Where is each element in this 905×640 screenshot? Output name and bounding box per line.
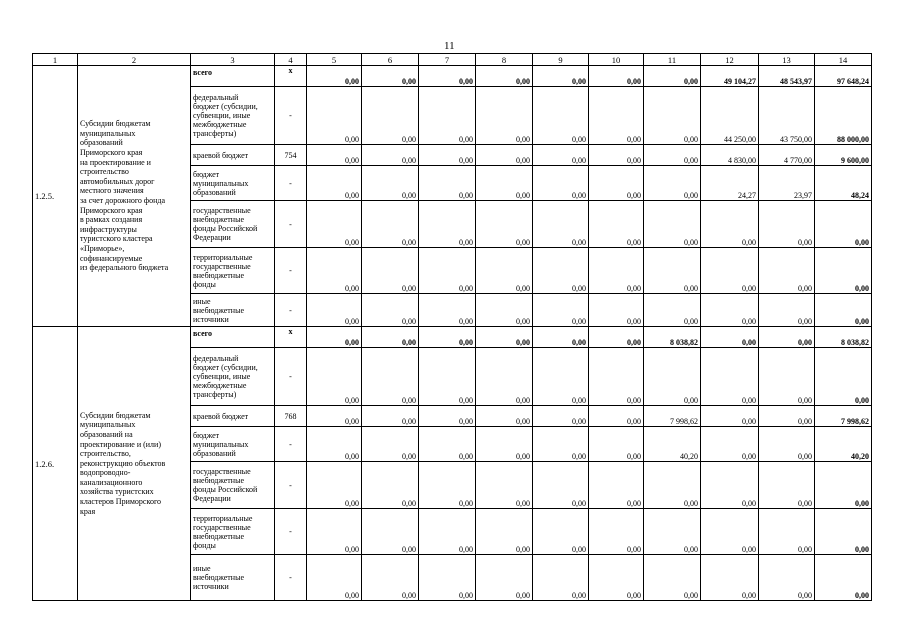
value-cell: 0,00 <box>476 462 533 509</box>
funding-source-line: фонды <box>193 279 216 289</box>
description-line: из федерального бюджета <box>80 263 169 273</box>
value-cell: 0,00 <box>533 427 589 462</box>
budget-code: - <box>275 509 307 555</box>
description-line: строительство, <box>80 449 131 459</box>
value-cell: 0,00 <box>759 509 815 555</box>
value-cell: 0,00 <box>533 294 589 327</box>
value-cell: 0,00 <box>476 427 533 462</box>
value-cell: 0,00 <box>644 166 701 201</box>
value-cell: 0,00 <box>362 406 419 427</box>
description-line: строительство <box>80 167 129 177</box>
funding-source <box>191 145 275 166</box>
description-line: в рамках создания <box>80 215 143 225</box>
value-cell: 0,00 <box>533 66 589 87</box>
description-line: Приморского края <box>80 148 143 158</box>
value-cell: 0,00 <box>759 248 815 294</box>
funding-source-line: федеральный <box>193 93 239 102</box>
col-header: 13 <box>759 54 815 66</box>
value-cell: 0,00 <box>307 248 362 294</box>
value-cell: 0,00 <box>589 145 644 166</box>
description-line: местного значения <box>80 186 144 196</box>
value-cell: 49 104,27 <box>701 66 759 87</box>
value-cell: 0,00 <box>362 166 419 201</box>
funding-source-line: трансферты) <box>193 129 237 138</box>
funding-source-line: образований <box>193 448 236 458</box>
value-cell: 0,00 <box>759 327 815 348</box>
value-cell: 0,00 <box>589 201 644 248</box>
value-cell: 0,00 <box>419 555 476 601</box>
value-cell: 0,00 <box>644 248 701 294</box>
row-description <box>78 66 191 327</box>
funding-source-line: Федерации <box>193 233 231 242</box>
value-cell: 0,00 <box>307 145 362 166</box>
row-index: 1.2.5. <box>33 66 78 327</box>
value-cell: 0,00 <box>759 294 815 327</box>
value-cell: 0,00 <box>362 248 419 294</box>
value-cell: 0,00 <box>589 294 644 327</box>
funding-source-line: территориальные <box>193 513 253 523</box>
value-cell: 48,24 <box>815 166 872 201</box>
funding-source-line: бюджет <box>193 169 220 179</box>
budget-code: - <box>275 201 307 248</box>
value-cell: 0,00 <box>589 555 644 601</box>
funding-source-line: межбюджетные <box>193 120 247 129</box>
description-line: туристского кластера <box>80 234 153 244</box>
value-cell: 0,00 <box>476 555 533 601</box>
value-cell: 0,00 <box>419 87 476 145</box>
funding-source-line: государственные <box>193 206 251 215</box>
value-cell: 0,00 <box>419 166 476 201</box>
value-cell: 4 770,00 <box>759 145 815 166</box>
funding-source-line: внебюджетные <box>193 476 244 485</box>
funding-source <box>191 462 275 509</box>
value-cell: 0,00 <box>362 509 419 555</box>
value-cell: 0,00 <box>476 406 533 427</box>
description-line: муниципальных <box>80 420 136 430</box>
funding-source-line: внебюджетные <box>193 270 244 280</box>
funding-source <box>191 66 275 87</box>
value-cell: 0,00 <box>759 348 815 406</box>
value-cell: 0,00 <box>533 406 589 427</box>
description-line: Субсидии бюджетам <box>80 119 151 129</box>
col-header: 6 <box>362 54 419 66</box>
value-cell: 0,00 <box>476 348 533 406</box>
funding-source-line: бюджет (субсидии, <box>193 102 258 111</box>
value-cell: 0,00 <box>419 248 476 294</box>
value-cell: 0,00 <box>644 66 701 87</box>
value-cell: 0,00 <box>307 462 362 509</box>
funding-source <box>191 166 275 201</box>
col-header: 5 <box>307 54 362 66</box>
funding-source <box>191 201 275 248</box>
funding-source-line: иные <box>193 296 211 306</box>
value-cell: 88 000,00 <box>815 87 872 145</box>
value-cell: 0,00 <box>533 555 589 601</box>
value-cell: 0,00 <box>701 509 759 555</box>
description-line: «Приморье», <box>80 243 125 253</box>
value-cell: 0,00 <box>644 348 701 406</box>
value-cell: 0,00 <box>533 348 589 406</box>
value-cell: 0,00 <box>362 348 419 406</box>
funding-source-line: бюджет <box>193 430 220 440</box>
value-cell: 0,00 <box>589 166 644 201</box>
value-cell: 0,00 <box>701 327 759 348</box>
value-cell: 0,00 <box>644 555 701 601</box>
value-cell: 0,00 <box>476 201 533 248</box>
value-cell: 0,00 <box>815 509 872 555</box>
value-cell: 0,00 <box>644 145 701 166</box>
funding-source-line: краевой бюджет <box>193 150 249 160</box>
value-cell: 0,00 <box>533 248 589 294</box>
budget-code: - <box>275 166 307 201</box>
funding-source <box>191 427 275 462</box>
value-cell: 0,00 <box>307 348 362 406</box>
funding-source-line: внебюджетные <box>193 531 244 541</box>
value-cell: 0,00 <box>419 427 476 462</box>
col-header: 8 <box>476 54 533 66</box>
value-cell: 0,00 <box>307 555 362 601</box>
description-line: хозяйства туристских <box>80 487 154 497</box>
value-cell: 0,00 <box>362 327 419 348</box>
description-line: Приморского края <box>80 205 143 215</box>
description-line: на проектирование и <box>80 157 151 167</box>
value-cell: 0,00 <box>476 327 533 348</box>
funding-source-line: фонды <box>193 540 216 550</box>
budget-code: - <box>275 248 307 294</box>
funding-source-line: источники <box>193 582 229 591</box>
value-cell: 0,00 <box>307 406 362 427</box>
value-cell: 0,00 <box>362 462 419 509</box>
value-cell: 0,00 <box>476 248 533 294</box>
value-cell: 0,00 <box>307 509 362 555</box>
value-cell: 0,00 <box>362 66 419 87</box>
funding-source-line: внебюджетные <box>193 305 244 315</box>
value-cell: 8 038,82 <box>644 327 701 348</box>
description-line: автомобильных дорог <box>80 176 155 186</box>
value-cell: 40,20 <box>815 427 872 462</box>
value-cell: 0,00 <box>701 201 759 248</box>
value-cell: 48 543,97 <box>759 66 815 87</box>
funding-source-line: муниципальных <box>193 178 249 188</box>
col-header: 1 <box>33 54 78 66</box>
funding-source-line: бюджет (субсидии, <box>193 363 258 372</box>
funding-source-line: муниципальных <box>193 439 249 449</box>
value-cell: 97 648,24 <box>815 66 872 87</box>
value-cell: 0,00 <box>759 462 815 509</box>
header-row <box>33 54 872 66</box>
table-row <box>33 66 872 87</box>
value-cell: 0,00 <box>644 87 701 145</box>
col-header: 2 <box>78 54 191 66</box>
value-cell: 0,00 <box>759 427 815 462</box>
description-line: инфраструктуры <box>80 224 137 234</box>
value-cell: 0,00 <box>589 348 644 406</box>
value-cell: 0,00 <box>589 87 644 145</box>
value-cell: 0,00 <box>419 509 476 555</box>
funding-source-line: межбюджетные <box>193 381 247 390</box>
value-cell: 8 038,82 <box>815 327 872 348</box>
value-cell: 0,00 <box>815 248 872 294</box>
value-cell: 0,00 <box>589 509 644 555</box>
value-cell: 40,20 <box>644 427 701 462</box>
value-cell: 0,00 <box>533 145 589 166</box>
value-cell: 0,00 <box>362 201 419 248</box>
value-cell: 0,00 <box>307 294 362 327</box>
value-cell: 0,00 <box>362 427 419 462</box>
value-cell: 0,00 <box>589 462 644 509</box>
funding-source-line: государственные <box>193 522 251 532</box>
funding-source-line: краевой бюджет <box>193 411 249 421</box>
value-cell: 0,00 <box>701 348 759 406</box>
budget-code: х <box>275 66 307 87</box>
value-cell: 0,00 <box>815 555 872 601</box>
funding-source-line: всего <box>193 68 213 77</box>
value-cell: 0,00 <box>815 462 872 509</box>
funding-source-line: государственные <box>193 261 251 271</box>
value-cell: 0,00 <box>476 166 533 201</box>
value-cell: 0,00 <box>362 87 419 145</box>
funding-source-line: федеральный <box>193 354 239 363</box>
value-cell: 0,00 <box>362 145 419 166</box>
funding-source-line: субвенции, иные <box>193 111 251 120</box>
value-cell: 44 250,00 <box>701 87 759 145</box>
value-cell: 9 600,00 <box>815 145 872 166</box>
description-line: за счет дорожного фонда <box>80 196 166 205</box>
value-cell: 0,00 <box>533 327 589 348</box>
row-index: 1.2.6. <box>33 327 78 601</box>
funding-source-line: внебюджетные <box>193 573 244 582</box>
funding-source-line: всего <box>193 329 213 338</box>
col-header: 4 <box>275 54 307 66</box>
value-cell: 0,00 <box>476 294 533 327</box>
value-cell: 24,27 <box>701 166 759 201</box>
funding-source <box>191 348 275 406</box>
funding-source-line: фонды Российской <box>193 224 258 233</box>
value-cell: 0,00 <box>362 294 419 327</box>
budget-code: - <box>275 462 307 509</box>
value-cell: 7 998,62 <box>644 406 701 427</box>
value-cell: 0,00 <box>476 66 533 87</box>
value-cell: 0,00 <box>307 201 362 248</box>
col-header: 11 <box>644 54 701 66</box>
budget-code: х <box>275 327 307 348</box>
funding-source <box>191 406 275 427</box>
funding-source <box>191 509 275 555</box>
value-cell: 0,00 <box>419 294 476 327</box>
value-cell: 0,00 <box>701 555 759 601</box>
value-cell: 0,00 <box>759 406 815 427</box>
budget-code: - <box>275 427 307 462</box>
funding-source-line: Федерации <box>193 494 231 503</box>
budget-code: - <box>275 555 307 601</box>
description-line: реконструкцию объектов <box>80 458 166 468</box>
value-cell: 0,00 <box>644 462 701 509</box>
col-header: 10 <box>589 54 644 66</box>
funding-source-line: образований <box>193 187 236 197</box>
description-line: муниципальных <box>80 128 136 138</box>
value-cell: 0,00 <box>419 327 476 348</box>
value-cell: 0,00 <box>701 462 759 509</box>
funding-source-line: иные <box>193 564 211 573</box>
value-cell: 0,00 <box>589 406 644 427</box>
page-number: 11 <box>444 40 455 52</box>
value-cell: 0,00 <box>419 66 476 87</box>
row-description <box>78 327 191 601</box>
value-cell: 0,00 <box>533 166 589 201</box>
value-cell: 0,00 <box>815 294 872 327</box>
value-cell: 0,00 <box>476 509 533 555</box>
funding-source <box>191 327 275 348</box>
description-line: софинансируемые <box>80 253 143 263</box>
funding-source-line: государственные <box>193 467 251 476</box>
funding-source <box>191 87 275 145</box>
value-cell: 0,00 <box>419 145 476 166</box>
value-cell: 0,00 <box>419 462 476 509</box>
funding-source <box>191 294 275 327</box>
value-cell: 0,00 <box>815 201 872 248</box>
budget-code: 768 <box>275 406 307 427</box>
col-header: 3 <box>191 54 275 66</box>
table-row <box>33 327 872 348</box>
value-cell: 0,00 <box>419 348 476 406</box>
value-cell: 0,00 <box>307 66 362 87</box>
value-cell: 0,00 <box>815 348 872 406</box>
description-line: края <box>80 506 96 516</box>
value-cell: 0,00 <box>533 509 589 555</box>
value-cell: 0,00 <box>307 427 362 462</box>
description-line: Субсидии бюджетам <box>80 410 151 420</box>
value-cell: 0,00 <box>701 427 759 462</box>
value-cell: 7 998,62 <box>815 406 872 427</box>
description-line: проектирование и (или) <box>80 439 161 449</box>
funding-source-line: территориальные <box>193 252 253 262</box>
value-cell: 0,00 <box>589 248 644 294</box>
description-line: образований <box>80 138 123 148</box>
value-cell: 0,00 <box>701 248 759 294</box>
value-cell: 0,00 <box>589 327 644 348</box>
description-line: образований на <box>80 429 133 439</box>
description-line: кластеров Приморского <box>80 497 162 507</box>
value-cell: 4 830,00 <box>701 145 759 166</box>
col-header: 12 <box>701 54 759 66</box>
value-cell: 0,00 <box>589 427 644 462</box>
value-cell: 0,00 <box>476 87 533 145</box>
funding-source-line: трансферты) <box>193 390 237 399</box>
budget-code: - <box>275 348 307 406</box>
budget-table <box>32 53 872 601</box>
col-header: 14 <box>815 54 872 66</box>
value-cell: 43 750,00 <box>759 87 815 145</box>
value-cell: 0,00 <box>589 66 644 87</box>
value-cell: 0,00 <box>307 166 362 201</box>
value-cell: 0,00 <box>701 406 759 427</box>
value-cell: 0,00 <box>644 509 701 555</box>
value-cell: 0,00 <box>644 201 701 248</box>
value-cell: 0,00 <box>533 201 589 248</box>
budget-code: - <box>275 294 307 327</box>
funding-source <box>191 248 275 294</box>
funding-source <box>191 555 275 601</box>
value-cell: 0,00 <box>759 201 815 248</box>
col-header: 9 <box>533 54 589 66</box>
funding-source-line: внебюджетные <box>193 215 244 224</box>
value-cell: 0,00 <box>533 87 589 145</box>
budget-code: 754 <box>275 145 307 166</box>
col-header: 7 <box>419 54 476 66</box>
funding-source-line: источники <box>193 314 229 324</box>
value-cell: 0,00 <box>476 145 533 166</box>
value-cell: 0,00 <box>533 462 589 509</box>
value-cell: 0,00 <box>701 294 759 327</box>
value-cell: 0,00 <box>759 555 815 601</box>
description-line: водопроводно- <box>80 468 131 478</box>
budget-code: - <box>275 87 307 145</box>
value-cell: 0,00 <box>644 294 701 327</box>
value-cell: 0,00 <box>362 555 419 601</box>
funding-source-line: субвенции, иные <box>193 372 251 381</box>
value-cell: 0,00 <box>307 87 362 145</box>
value-cell: 0,00 <box>419 406 476 427</box>
value-cell: 0,00 <box>307 327 362 348</box>
funding-source-line: фонды Российской <box>193 485 258 494</box>
description-line: канализационного <box>80 477 143 487</box>
value-cell: 0,00 <box>419 201 476 248</box>
value-cell: 23,97 <box>759 166 815 201</box>
